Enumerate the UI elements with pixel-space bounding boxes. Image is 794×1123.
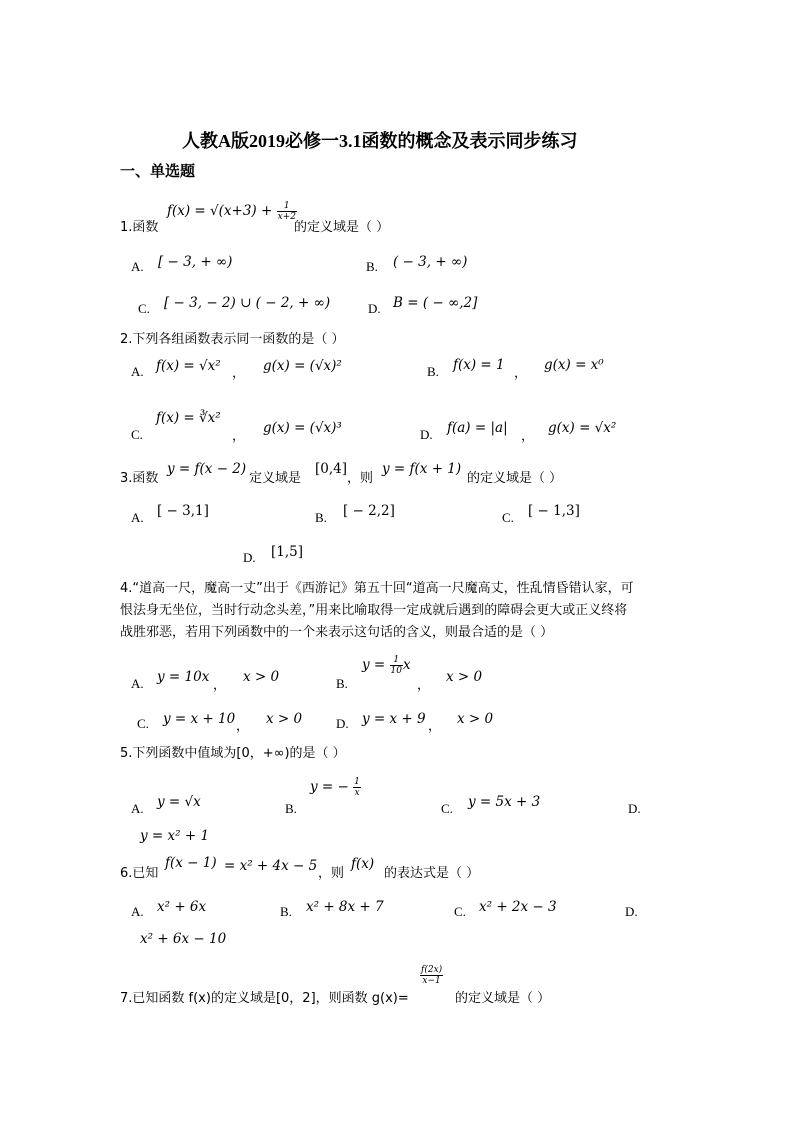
q7-fraction [420, 965, 443, 986]
q4-line-3: 战胜邪恶，若用下列函数中的一个来表示这句话的含义，则最合适的是（ ） [120, 625, 554, 640]
q2-option-c-sep: ， [232, 429, 246, 444]
page-title: 人教A版2019必修一3.1函数的概念及表示同步练习 [182, 131, 578, 151]
q3-option-d-label: D. [243, 550, 256, 565]
q5-option-b-fraction-num: 1 [354, 777, 360, 787]
q3-option-a-label: A. [131, 510, 144, 525]
q3-option-a: [ − 3,1] [157, 503, 209, 519]
q5-option-b-fraction-den: x [354, 788, 360, 798]
q3-formula-2: y = f(x + 1) [382, 461, 462, 477]
q4-option-a-label: A. [131, 676, 144, 691]
q3-option-c: [ − 1,3] [528, 503, 580, 519]
q4-option-d-f: y = x + 9 [362, 711, 426, 727]
q2-option-a-f: f(x) = √x² [156, 358, 221, 374]
q2-option-b-f: f(x) = 1 [453, 357, 505, 373]
q3-formula-1: y = f(x − 2) [167, 461, 247, 477]
q2-stem: 2.下列各组函数表示同一函数的是（ ） [120, 332, 345, 347]
q4-option-c-sep: ， [236, 719, 250, 734]
section-heading: 一、单选题 [120, 162, 196, 180]
q2-option-b-label: B. [427, 364, 439, 379]
q3-option-d: [1,5] [271, 544, 304, 560]
q4-option-b-cond: x > 0 [446, 669, 483, 685]
q7-fraction-den: x−1 [422, 976, 441, 986]
q2-option-a-label: A. [131, 364, 144, 379]
q2-option-c-f: f(x) = ∛x² [156, 410, 221, 426]
q5-option-b-fraction [353, 777, 361, 798]
q6-mid: ，则 [318, 866, 345, 881]
q3-option-c-label: C. [502, 510, 514, 525]
q3-domain: [0,4] [315, 461, 348, 477]
q1-option-a-label: A. [131, 259, 144, 274]
q2-option-c-label: C. [131, 427, 143, 442]
q1-option-c-label: C. [138, 301, 150, 316]
q2-option-b-sep: ， [514, 366, 528, 381]
q5-option-b-pre: y = − [310, 779, 354, 795]
q3-mid-1: 定义域是 [249, 471, 302, 486]
q6-suffix: 的表达式是（ ） [384, 866, 480, 881]
q7-prefix: 7.已知函数 f(x)的定义域是[0，2]，则函数 g(x)= [120, 991, 409, 1006]
q6-option-b-label: B. [280, 904, 292, 919]
q5-option-d: y = x² + 1 [140, 828, 210, 844]
q5-option-a: y = √x [157, 794, 201, 810]
q4-line-1: 4.“道高一尺，魔高一丈”出于《西游记》第五十回“道高一尺魔高丈，性乱情昏错认家，可 [120, 581, 634, 596]
q5-option-b [310, 777, 361, 798]
q4-option-b-fraction [390, 655, 403, 676]
q6-equation: = x² + 4x − 5 [224, 858, 318, 874]
q2-option-c-g: g(x) = (√x)³ [263, 420, 342, 436]
q1-option-b-label: B. [366, 259, 378, 274]
q1-formula-main: f(x) = √(x+3) + [167, 203, 277, 219]
q5-option-b-label: B. [285, 801, 297, 816]
q7-suffix: 的定义域是（ ） [455, 991, 551, 1006]
q2-option-d-f: f(a) = |a| [447, 420, 508, 436]
q4-option-a-f: y = 10x [157, 669, 210, 685]
q6-option-a: x² + 6x [157, 899, 207, 915]
q1-option-a: [ − 3, + ∞) [158, 254, 233, 270]
q3-option-b-label: B. [315, 510, 327, 525]
q4-option-b-fraction-den: 10 [390, 666, 402, 676]
q2-option-a-g: g(x) = (√x)² [263, 358, 342, 374]
q4-option-c-label: C. [137, 716, 149, 731]
q3-suffix: 的定义域是（ ） [467, 471, 563, 486]
q1-fraction-num: 1 [277, 201, 297, 212]
q6-prefix: 6.已知 [120, 866, 159, 881]
q6-option-c: x² + 2x − 3 [479, 899, 557, 915]
q2-option-a-sep: ， [232, 366, 246, 381]
q5-option-d-label: D. [628, 801, 641, 816]
q4-option-a-sep: ， [213, 678, 227, 693]
q1-option-c: [ − 3, − 2) ∪ ( − 2, + ∞) [164, 295, 331, 311]
q6-option-d: x² + 6x − 10 [140, 931, 227, 947]
q4-option-d-cond: x > 0 [457, 711, 494, 727]
q1-option-d: B = ( − ∞,2] [393, 295, 478, 311]
q4-option-b-sep: ， [417, 678, 431, 693]
q5-option-c-label: C. [441, 801, 453, 816]
q3-mid-2: ，则 [347, 471, 374, 486]
q5-option-a-label: A. [131, 801, 144, 816]
q4-option-b-f-post: x [402, 657, 411, 673]
q4-line-2: 恨法身无坐位，当时行动念头差，”用来比喻取得一定成就后遇到的障碍会更大或正义终将 [120, 603, 628, 618]
q4-option-d-sep: ， [428, 719, 442, 734]
q4-option-c-cond: x > 0 [266, 711, 303, 727]
q2-option-d-label: D. [420, 427, 433, 442]
q3-option-b: [ − 2,2] [343, 503, 395, 519]
q1-formula [167, 201, 297, 222]
q4-option-c-f: y = x + 10 [163, 711, 236, 727]
q1-suffix: 的定义域是（ ） [294, 220, 390, 235]
q6-option-c-label: C. [454, 904, 466, 919]
q6-formula-1: f(x − 1) [165, 855, 217, 871]
q6-option-a-label: A. [131, 904, 144, 919]
q5-stem: 5.下列函数中值域为[0，+∞)的是（ ） [120, 746, 346, 761]
q1-prefix: 1.函数 [120, 220, 159, 235]
q7-fraction-wrap [420, 965, 443, 986]
q7-fraction-num: f(2x) [421, 965, 443, 975]
q4-option-d-label: D. [336, 716, 349, 731]
q2-option-d-sep: ， [521, 429, 535, 444]
q6-option-b: x² + 8x + 7 [306, 899, 384, 915]
q1-option-b: ( − 3, + ∞) [393, 254, 468, 270]
q6-formula-2: f(x) [351, 856, 375, 872]
q4-option-b-label: B. [336, 676, 348, 691]
q1-option-d-label: D. [368, 301, 381, 316]
q2-option-b-g: g(x) = x⁰ [544, 357, 604, 373]
q6-option-d-label: D. [625, 904, 638, 919]
q3-prefix: 3.函数 [120, 471, 159, 486]
q4-option-b-f [362, 655, 411, 676]
q5-option-c: y = 5x + 3 [468, 794, 541, 810]
q4-option-a-cond: x > 0 [243, 669, 280, 685]
q2-option-d-g: g(x) = √x² [548, 420, 617, 436]
q4-option-b-f-pre: y = [362, 657, 390, 673]
q4-option-b-fraction-num: 1 [390, 655, 403, 666]
q1-fraction-den: x+2 [277, 212, 296, 222]
